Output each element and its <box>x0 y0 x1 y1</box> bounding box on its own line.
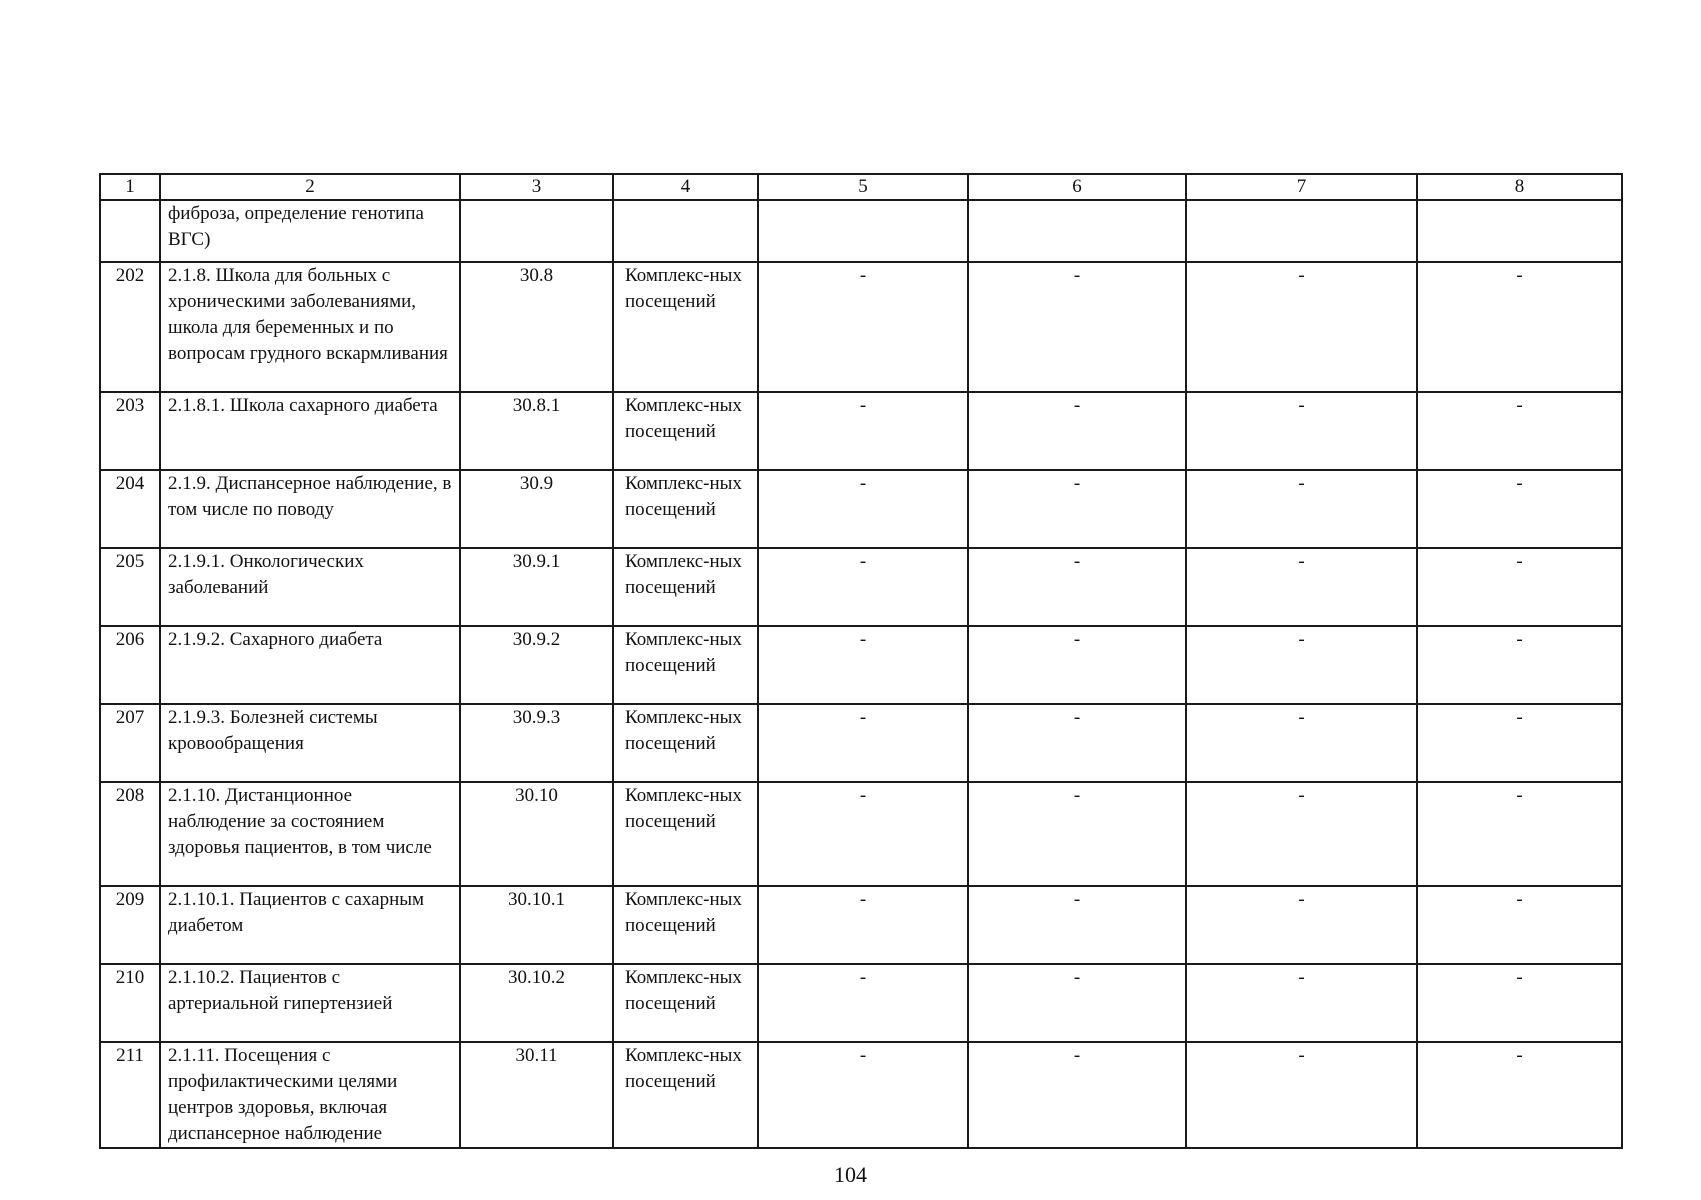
row-unit: Комплекс-ных посещений <box>613 548 758 626</box>
row-value-6: - <box>968 886 1186 964</box>
table-row <box>100 470 1622 548</box>
row-unit: Комплекс-ных посещений <box>613 782 758 886</box>
column-header-1: 1 <box>100 174 160 200</box>
row-value-5: - <box>758 392 968 470</box>
row-value-6: - <box>968 470 1186 548</box>
row-name: 2.1.10.2. Пациентов с артериальной гипертензией <box>160 964 460 1042</box>
table-row <box>100 626 1622 704</box>
row-value-6: - <box>968 1042 1186 1148</box>
row-name: 2.1.9. Диспансерное наблюдение, в том числе по поводу <box>160 470 460 548</box>
row-value-5: - <box>758 782 968 886</box>
column-header-3: 3 <box>460 174 613 200</box>
row-unit: Комплекс-ных посещений <box>613 626 758 704</box>
row-number: 210 <box>100 964 160 1042</box>
row-name: 2.1.9.3. Болезней системы кровообращения <box>160 704 460 782</box>
column-header-7: 7 <box>1186 174 1417 200</box>
row-code <box>460 200 613 262</box>
row-value-5: - <box>758 626 968 704</box>
row-name: 2.1.10. Дистанционное наблюдение за состоянием здоровья пациентов, в том числе <box>160 782 460 886</box>
row-value-6: - <box>968 262 1186 392</box>
row-code: 30.9 <box>460 470 613 548</box>
row-value-7: - <box>1186 262 1417 392</box>
row-value-5: - <box>758 548 968 626</box>
row-number: 203 <box>100 392 160 470</box>
row-number: 205 <box>100 548 160 626</box>
table-row <box>100 782 1622 886</box>
row-number: 204 <box>100 470 160 548</box>
row-value-5: - <box>758 704 968 782</box>
table-row <box>100 392 1622 470</box>
row-value-8: - <box>1417 626 1622 704</box>
row-number: 207 <box>100 704 160 782</box>
row-value-7: - <box>1186 704 1417 782</box>
row-value-8: - <box>1417 392 1622 470</box>
row-value-8: - <box>1417 886 1622 964</box>
row-value-6: - <box>968 964 1186 1042</box>
column-header-8: 8 <box>1417 174 1622 200</box>
row-value-6: - <box>968 392 1186 470</box>
row-unit: Комплекс-ных посещений <box>613 470 758 548</box>
row-value-6: - <box>968 782 1186 886</box>
row-value-6 <box>968 200 1186 262</box>
row-value-8: - <box>1417 782 1622 886</box>
row-value-8 <box>1417 200 1622 262</box>
row-value-7: - <box>1186 626 1417 704</box>
row-name: 2.1.9.2. Сахарного диабета <box>160 626 460 704</box>
table-row <box>100 886 1622 964</box>
table-row <box>100 200 1622 262</box>
row-value-5: - <box>758 262 968 392</box>
row-value-7: - <box>1186 470 1417 548</box>
column-header-4: 4 <box>613 174 758 200</box>
table-row <box>100 548 1622 626</box>
row-value-6: - <box>968 548 1186 626</box>
row-number: 202 <box>100 262 160 392</box>
row-code: 30.9.3 <box>460 704 613 782</box>
row-value-7: - <box>1186 782 1417 886</box>
row-value-5: - <box>758 886 968 964</box>
row-value-8: - <box>1417 548 1622 626</box>
row-name: 2.1.8. Школа для больных с хроническими заболеваниями, школа для беременных и по вопросам грудного вскармливания <box>160 262 460 392</box>
row-name: 2.1.9.1. Онкологических заболеваний <box>160 548 460 626</box>
row-unit: Комплекс-ных посещений <box>613 704 758 782</box>
column-header-6: 6 <box>968 174 1186 200</box>
table-row <box>100 262 1622 392</box>
row-value-8: - <box>1417 262 1622 392</box>
row-name: 2.1.8.1. Школа сахарного диабета <box>160 392 460 470</box>
row-code: 30.11 <box>460 1042 613 1148</box>
row-code: 30.10.1 <box>460 886 613 964</box>
row-name: фиброза, определение генотипа ВГС) <box>160 200 460 262</box>
row-name: 2.1.11. Посещения с профилактическими целями центров здоровья, включая диспансерное наблюдение <box>160 1042 460 1148</box>
column-header-5: 5 <box>758 174 968 200</box>
page-number: 104 <box>834 1162 867 1187</box>
table-row <box>100 704 1622 782</box>
row-value-6: - <box>968 704 1186 782</box>
row-code: 30.9.2 <box>460 626 613 704</box>
row-value-5: - <box>758 964 968 1042</box>
row-value-7 <box>1186 200 1417 262</box>
row-value-7: - <box>1186 964 1417 1042</box>
row-value-7: - <box>1186 392 1417 470</box>
row-code: 30.10 <box>460 782 613 886</box>
row-value-7: - <box>1186 548 1417 626</box>
row-code: 30.10.2 <box>460 964 613 1042</box>
row-value-5: - <box>758 470 968 548</box>
row-name: 2.1.10.1. Пациентов с сахарным диабетом <box>160 886 460 964</box>
row-value-8: - <box>1417 964 1622 1042</box>
row-value-7: - <box>1186 886 1417 964</box>
row-number: 211 <box>100 1042 160 1148</box>
row-number <box>100 200 160 262</box>
row-number: 206 <box>100 626 160 704</box>
row-value-8: - <box>1417 470 1622 548</box>
data-table <box>99 173 1623 1149</box>
row-value-5: - <box>758 1042 968 1148</box>
row-unit <box>613 200 758 262</box>
row-number: 208 <box>100 782 160 886</box>
row-unit: Комплекс-ных посещений <box>613 1042 758 1148</box>
row-value-8: - <box>1417 704 1622 782</box>
row-value-8: - <box>1417 1042 1622 1148</box>
column-header-2: 2 <box>160 174 460 200</box>
row-unit: Комплекс-ных посещений <box>613 392 758 470</box>
row-code: 30.9.1 <box>460 548 613 626</box>
row-number: 209 <box>100 886 160 964</box>
table-row <box>100 1042 1622 1148</box>
row-code: 30.8.1 <box>460 392 613 470</box>
row-unit: Комплекс-ных посещений <box>613 964 758 1042</box>
row-unit: Комплекс-ных посещений <box>613 262 758 392</box>
row-code: 30.8 <box>460 262 613 392</box>
header-row <box>100 174 1622 200</box>
row-value-6: - <box>968 626 1186 704</box>
table-row <box>100 964 1622 1042</box>
row-value-5 <box>758 200 968 262</box>
row-unit: Комплекс-ных посещений <box>613 886 758 964</box>
table-body <box>100 200 1622 1148</box>
row-value-7: - <box>1186 1042 1417 1148</box>
